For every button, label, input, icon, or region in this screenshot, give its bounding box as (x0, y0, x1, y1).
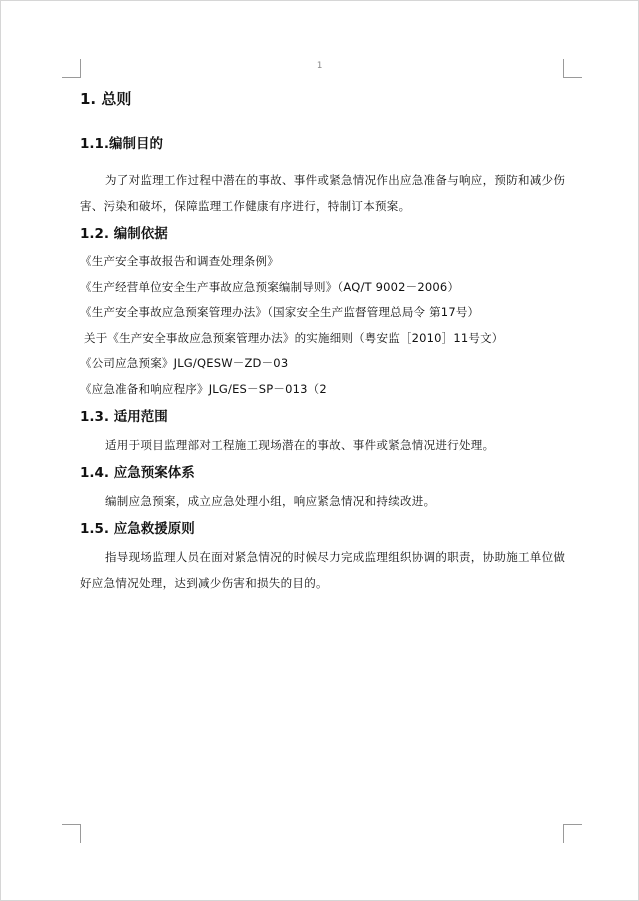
crop-mark-top-left (62, 59, 81, 78)
reference-item: 《生产安全事故应急预案管理办法》（国家安全生产监督管理总局令 第17号） (80, 305, 480, 319)
reference-item: 《公司应急预案》JLG/QESW－ZD－03 (80, 356, 289, 370)
heading-basis: 1.2. 编制依据 (80, 226, 168, 242)
paragraph-principles: 指导现场监理人员在面对紧急情况的时候尽力完成监理组织协调的职责，协助施工单位做好应急情况处理，达到减少伤害和损失的目的。 (80, 550, 566, 590)
heading-scope: 1.3. 适用范围 (80, 409, 168, 425)
section-title: 1. 总则 (80, 90, 132, 108)
document-body (80, 87, 566, 596)
reference-item: 《生产经营单位安全生产事故应急预案编制导则》（AQ/T 9002－2006） (80, 279, 460, 294)
paragraph-plan-system: 编制应急预案，成立应急处理小组，响应紧急情况和持续改进。 (105, 494, 436, 508)
crop-mark-bottom-right (563, 824, 582, 843)
crop-mark-top-right (563, 59, 582, 78)
page-number: 1 (316, 61, 323, 71)
heading-principles: 1.5. 应急救援原则 (80, 521, 195, 537)
crop-mark-bottom-left (62, 824, 81, 843)
heading-purpose: 1.1.编制目的 (80, 136, 164, 152)
heading-plan-system: 1.4. 应急预案体系 (80, 465, 195, 481)
paragraph-purpose: 为了对监理工作过程中潜在的事故、事件或紧急情况作出应急准备与响应，预防和减少伤害、污染和破坏，保障监理工作健康有序进行，特制订本预案。 (80, 173, 566, 213)
reference-item: 《应急准备和响应程序》JLG/ES－SP－013（2 (80, 381, 327, 396)
reference-item: 《生产安全事故报告和调查处理条例》 (80, 254, 279, 268)
reference-item: 关于《生产安全事故应急预案管理办法》的实施细则（粤安监［2010］11号文） (84, 330, 504, 345)
paragraph-scope: 适用于项目监理部对工程施工现场潜在的事故、事件或紧急情况进行处理。 (105, 438, 495, 452)
